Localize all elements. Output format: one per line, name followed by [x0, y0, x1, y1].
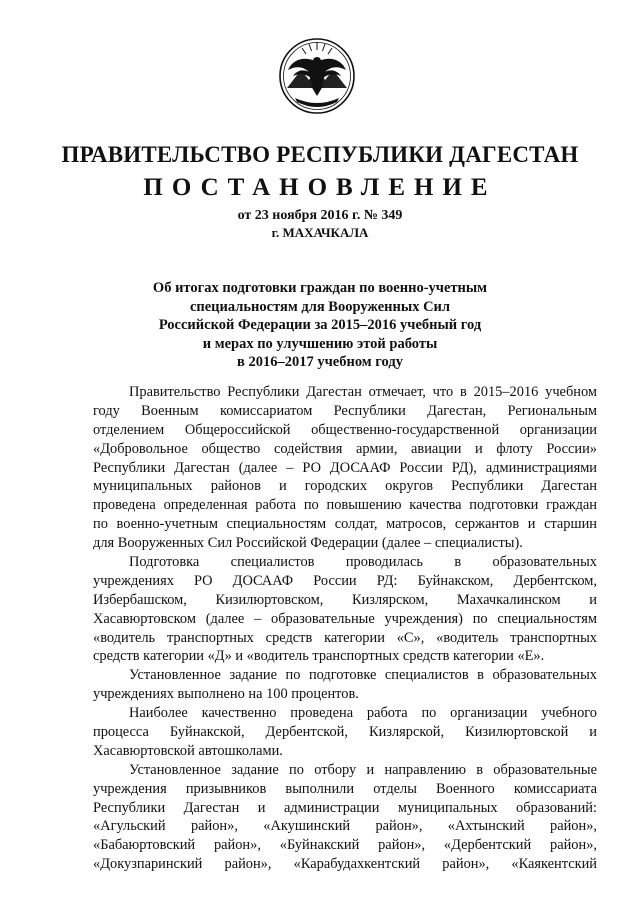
body-paragraph	[93, 383, 597, 553]
paragraph-line: отделением Общероссийской общественно-государственной организации	[93, 421, 597, 438]
paragraph-line: учреждениях выполнено на 100 процентов.	[93, 686, 359, 703]
paragraph-line: Хасавюртовском (далее – образовательные учреждения) по специальностям	[93, 610, 597, 627]
body-paragraph	[93, 704, 597, 761]
decree-title	[0, 279, 640, 372]
date-and-number: от 23 ноября 2016 г. № 349	[237, 208, 403, 223]
paragraph-line: учреждениях РО ДОСААФ России РД: Буйнакском, Дербентском,	[93, 572, 597, 589]
title-line: специальностям для Вооруженных Сил	[189, 298, 451, 315]
city-name: г. МАХАЧКАЛА	[271, 225, 369, 240]
paragraph-line: Установленное задание по отбору и направлению в образовательные	[129, 761, 597, 778]
document-body	[93, 383, 597, 874]
paragraph-line: муниципальных районов и городских округов Республики Дагестан	[93, 478, 597, 495]
paragraph-line: проведена определенная работа по повышению качества подготовки граждан	[93, 497, 597, 514]
dagestan-coat-of-arms-eagle-icon	[273, 36, 361, 118]
paragraph-line: «Добровольное общество содействия армии, авиации и флоту России»	[93, 440, 597, 457]
paragraph-line: по военно-учетным специальностям солдат, матросов, сержантов и старшин	[93, 516, 597, 533]
paragraph-line: Наиболее качественно проведена работа по организации учебного	[129, 705, 597, 722]
paragraph-line: году Военным комиссариатом Республики Дагестан, Региональным	[93, 402, 597, 419]
government-name-heading: ПРАВИТЕЛЬСТВО РЕСПУБЛИКИ ДАГЕСТАН	[61, 142, 579, 167]
paragraph-line: Республики Дагестан и администрации муниципальных образований:	[93, 799, 597, 816]
paragraph-line: Установленное задание по подготовке специалистов в образовательных	[129, 667, 597, 684]
body-paragraph	[93, 553, 597, 666]
paragraph-line: «Докузпаринский район», «Карабудахкентский район», «Каякентский	[93, 856, 597, 873]
paragraph-line: Правительство Республики Дагестан отмечает, что в 2015–2016 учебном	[129, 384, 597, 400]
paragraph-line: процесса Буйнакской, Дербентской, Кизлярской, Кизилюртовской и	[93, 724, 597, 741]
paragraph-line: Подготовка специалистов проводилась в образовательных	[129, 554, 597, 571]
paragraph-line: Республики Дагестан (далее – РО ДОСААФ России РД), администрациями	[93, 459, 597, 476]
title-line: в 2016–2017 учебном году	[237, 354, 403, 370]
paragraph-line: Избербашском, Кизилюртовском, Кизлярском, Махачкалинском и	[93, 591, 597, 608]
paragraph-line: учреждения призывников выполнили отделы Военного комиссариата	[93, 780, 597, 797]
paragraph-line: средств категории «Д» и «водитель транспортных средств категории «Е».	[93, 648, 545, 665]
paragraph-line: «Бабаюртовский район», «Буйнакский район», «Дербентский район»,	[93, 837, 597, 854]
paragraph-line: Хасавюртовской автошколами.	[93, 742, 283, 759]
title-line: Об итогах подготовки граждан по военно-учетным	[152, 280, 488, 296]
document-type-heading: ПОСТАНОВЛЕНИЕ	[143, 174, 497, 201]
title-line: и мерах по улучшению этой работы	[202, 335, 438, 352]
body-paragraph	[93, 666, 597, 704]
body-paragraph	[93, 761, 597, 874]
paragraph-line: «водитель транспортных средств категории «С», «водитель транспортных	[93, 629, 597, 646]
paragraph-line: «Агульский район», «Акушинский район», «Ахтынский район»,	[93, 818, 597, 835]
paragraph-line: для Вооруженных Сил Российской Федерации (далее – специалисты).	[93, 535, 523, 552]
title-line: Российской Федерации за 2015–2016 учебный год	[158, 317, 482, 333]
